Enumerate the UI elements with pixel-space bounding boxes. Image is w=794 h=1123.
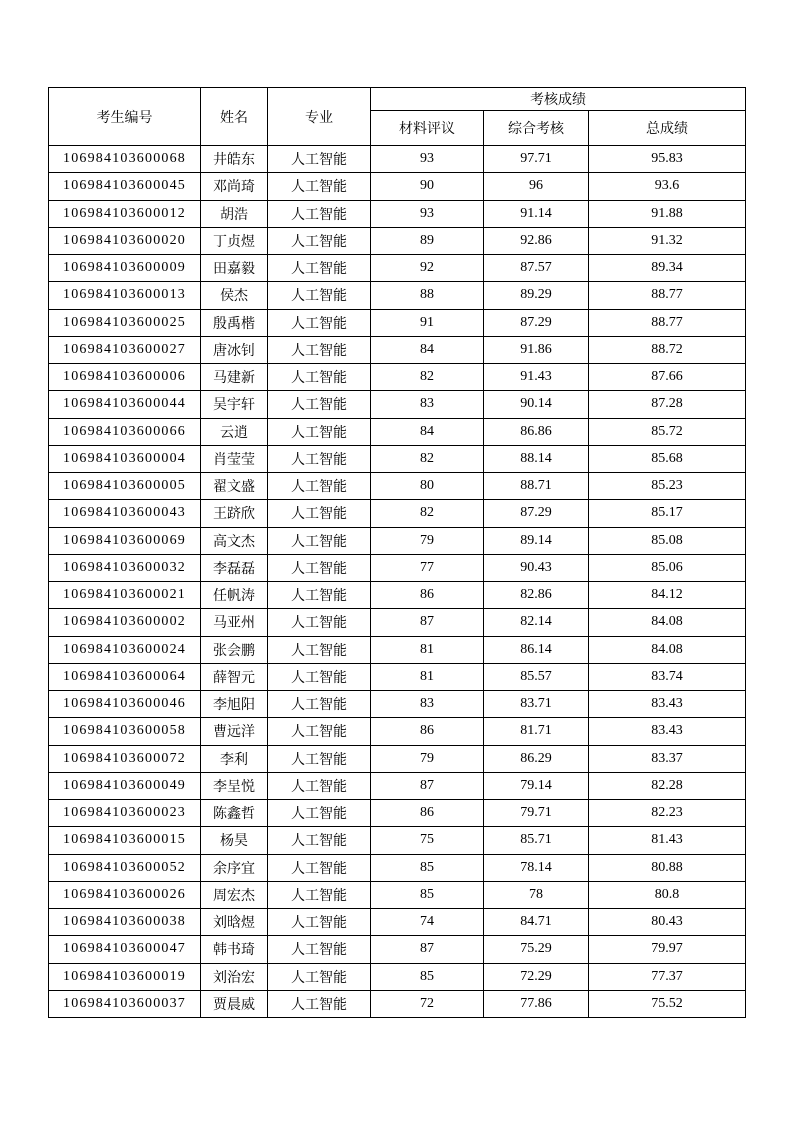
- cell-material-score: 93: [371, 146, 484, 173]
- cell-total-score: 82.23: [589, 800, 746, 827]
- header-major: 专业: [268, 88, 371, 146]
- cell-candidate-id: 106984103600023: [49, 800, 201, 827]
- cell-major: 人工智能: [268, 772, 371, 799]
- cell-material-score: 82: [371, 500, 484, 527]
- table-row: [49, 445, 746, 472]
- cell-material-score: 83: [371, 391, 484, 418]
- cell-total-score: 91.88: [589, 200, 746, 227]
- table-row: [49, 691, 746, 718]
- cell-name: 殷禹楷: [201, 309, 268, 336]
- cell-total-score: 87.28: [589, 391, 746, 418]
- cell-total-score: 88.77: [589, 282, 746, 309]
- cell-candidate-id: 106984103600012: [49, 200, 201, 227]
- cell-comprehensive-score: 89.29: [484, 282, 589, 309]
- cell-candidate-id: 106984103600068: [49, 146, 201, 173]
- table-row: [49, 881, 746, 908]
- cell-name: 贾晨威: [201, 990, 268, 1017]
- cell-name: 唐冰钊: [201, 336, 268, 363]
- cell-total-score: 75.52: [589, 990, 746, 1017]
- cell-total-score: 85.06: [589, 554, 746, 581]
- cell-major: 人工智能: [268, 336, 371, 363]
- table-row: [49, 909, 746, 936]
- cell-total-score: 83.37: [589, 745, 746, 772]
- cell-material-score: 80: [371, 473, 484, 500]
- cell-material-score: 74: [371, 909, 484, 936]
- cell-comprehensive-score: 91.43: [484, 364, 589, 391]
- cell-comprehensive-score: 89.14: [484, 527, 589, 554]
- cell-material-score: 88: [371, 282, 484, 309]
- cell-major: 人工智能: [268, 582, 371, 609]
- cell-name: 肖莹莹: [201, 445, 268, 472]
- cell-major: 人工智能: [268, 909, 371, 936]
- cell-name: 胡浩: [201, 200, 268, 227]
- cell-major: 人工智能: [268, 255, 371, 282]
- cell-comprehensive-score: 86.86: [484, 418, 589, 445]
- cell-comprehensive-score: 91.14: [484, 200, 589, 227]
- cell-comprehensive-score: 86.14: [484, 636, 589, 663]
- cell-material-score: 85: [371, 881, 484, 908]
- cell-material-score: 90: [371, 173, 484, 200]
- table-row: [49, 527, 746, 554]
- cell-comprehensive-score: 75.29: [484, 936, 589, 963]
- table-row: [49, 473, 746, 500]
- cell-total-score: 84.12: [589, 582, 746, 609]
- cell-material-score: 75: [371, 827, 484, 854]
- cell-name: 刘治宏: [201, 963, 268, 990]
- cell-candidate-id: 106984103600026: [49, 881, 201, 908]
- cell-material-score: 85: [371, 854, 484, 881]
- cell-material-score: 77: [371, 554, 484, 581]
- score-table: [48, 87, 746, 1018]
- cell-name: 马亚州: [201, 609, 268, 636]
- cell-candidate-id: 106984103600049: [49, 772, 201, 799]
- cell-name: 王跻欣: [201, 500, 268, 527]
- table-row: [49, 990, 746, 1017]
- header-comprehensive-assessment: 综合考核: [484, 111, 589, 146]
- cell-major: 人工智能: [268, 636, 371, 663]
- cell-material-score: 86: [371, 800, 484, 827]
- cell-major: 人工智能: [268, 663, 371, 690]
- cell-comprehensive-score: 84.71: [484, 909, 589, 936]
- cell-comprehensive-score: 78: [484, 881, 589, 908]
- cell-candidate-id: 106984103600006: [49, 364, 201, 391]
- table-row: [49, 936, 746, 963]
- cell-candidate-id: 106984103600046: [49, 691, 201, 718]
- cell-total-score: 84.08: [589, 636, 746, 663]
- cell-total-score: 85.08: [589, 527, 746, 554]
- cell-material-score: 86: [371, 582, 484, 609]
- table-row: [49, 636, 746, 663]
- cell-comprehensive-score: 92.86: [484, 227, 589, 254]
- header-total-score: 总成绩: [589, 111, 746, 146]
- header-group-row: [49, 88, 746, 111]
- cell-comprehensive-score: 90.43: [484, 554, 589, 581]
- table-row: [49, 146, 746, 173]
- table-row: [49, 309, 746, 336]
- cell-material-score: 87: [371, 936, 484, 963]
- cell-major: 人工智能: [268, 282, 371, 309]
- header-name: 姓名: [201, 88, 268, 146]
- cell-total-score: 93.6: [589, 173, 746, 200]
- table-row: [49, 282, 746, 309]
- cell-name: 吴宇轩: [201, 391, 268, 418]
- cell-candidate-id: 106984103600037: [49, 990, 201, 1017]
- cell-comprehensive-score: 72.29: [484, 963, 589, 990]
- header-material-review: 材料评议: [371, 111, 484, 146]
- cell-major: 人工智能: [268, 173, 371, 200]
- cell-comprehensive-score: 78.14: [484, 854, 589, 881]
- table-row: [49, 255, 746, 282]
- cell-major: 人工智能: [268, 963, 371, 990]
- cell-name: 薛智元: [201, 663, 268, 690]
- cell-name: 李利: [201, 745, 268, 772]
- cell-name: 翟文盛: [201, 473, 268, 500]
- table-row: [49, 800, 746, 827]
- cell-comprehensive-score: 96: [484, 173, 589, 200]
- cell-major: 人工智能: [268, 990, 371, 1017]
- cell-candidate-id: 106984103600027: [49, 336, 201, 363]
- cell-material-score: 84: [371, 418, 484, 445]
- cell-major: 人工智能: [268, 554, 371, 581]
- cell-candidate-id: 106984103600024: [49, 636, 201, 663]
- cell-major: 人工智能: [268, 364, 371, 391]
- cell-name: 丁贞煜: [201, 227, 268, 254]
- cell-comprehensive-score: 90.14: [484, 391, 589, 418]
- cell-name: 张会鹏: [201, 636, 268, 663]
- header-assessment-group: 考核成绩: [371, 88, 746, 111]
- cell-comprehensive-score: 77.86: [484, 990, 589, 1017]
- table-row: [49, 745, 746, 772]
- cell-total-score: 88.77: [589, 309, 746, 336]
- cell-total-score: 85.72: [589, 418, 746, 445]
- cell-major: 人工智能: [268, 800, 371, 827]
- table-row: [49, 418, 746, 445]
- table-row: [49, 173, 746, 200]
- cell-name: 韩书琦: [201, 936, 268, 963]
- cell-total-score: 79.97: [589, 936, 746, 963]
- cell-material-score: 89: [371, 227, 484, 254]
- cell-total-score: 91.32: [589, 227, 746, 254]
- cell-candidate-id: 106984103600044: [49, 391, 201, 418]
- cell-candidate-id: 106984103600032: [49, 554, 201, 581]
- cell-candidate-id: 106984103600043: [49, 500, 201, 527]
- cell-material-score: 81: [371, 636, 484, 663]
- cell-comprehensive-score: 81.71: [484, 718, 589, 745]
- cell-material-score: 87: [371, 772, 484, 799]
- cell-candidate-id: 106984103600015: [49, 827, 201, 854]
- table-row: [49, 200, 746, 227]
- cell-candidate-id: 106984103600058: [49, 718, 201, 745]
- cell-total-score: 85.17: [589, 500, 746, 527]
- cell-material-score: 86: [371, 718, 484, 745]
- cell-total-score: 80.88: [589, 854, 746, 881]
- cell-major: 人工智能: [268, 936, 371, 963]
- table-row: [49, 554, 746, 581]
- table-row: [49, 609, 746, 636]
- cell-comprehensive-score: 82.14: [484, 609, 589, 636]
- table-row: [49, 854, 746, 881]
- cell-material-score: 87: [371, 609, 484, 636]
- cell-major: 人工智能: [268, 691, 371, 718]
- cell-material-score: 93: [371, 200, 484, 227]
- header-candidate-id: 考生编号: [49, 88, 201, 146]
- cell-major: 人工智能: [268, 391, 371, 418]
- cell-material-score: 92: [371, 255, 484, 282]
- cell-candidate-id: 106984103600002: [49, 609, 201, 636]
- cell-name: 云逍: [201, 418, 268, 445]
- cell-comprehensive-score: 91.86: [484, 336, 589, 363]
- cell-comprehensive-score: 82.86: [484, 582, 589, 609]
- cell-material-score: 91: [371, 309, 484, 336]
- table-row: [49, 227, 746, 254]
- cell-major: 人工智能: [268, 745, 371, 772]
- table-row: [49, 772, 746, 799]
- table-row: [49, 718, 746, 745]
- cell-total-score: 83.43: [589, 718, 746, 745]
- cell-candidate-id: 106984103600005: [49, 473, 201, 500]
- cell-total-score: 95.83: [589, 146, 746, 173]
- cell-candidate-id: 106984103600019: [49, 963, 201, 990]
- cell-name: 刘晗煜: [201, 909, 268, 936]
- cell-name: 邓尚琦: [201, 173, 268, 200]
- cell-comprehensive-score: 87.29: [484, 500, 589, 527]
- cell-name: 陈鑫哲: [201, 800, 268, 827]
- cell-major: 人工智能: [268, 445, 371, 472]
- cell-total-score: 77.37: [589, 963, 746, 990]
- cell-material-score: 81: [371, 663, 484, 690]
- cell-material-score: 72: [371, 990, 484, 1017]
- cell-name: 周宏杰: [201, 881, 268, 908]
- cell-candidate-id: 106984103600072: [49, 745, 201, 772]
- cell-name: 余序宜: [201, 854, 268, 881]
- cell-material-score: 82: [371, 445, 484, 472]
- table-row: [49, 500, 746, 527]
- cell-candidate-id: 106984103600013: [49, 282, 201, 309]
- cell-major: 人工智能: [268, 146, 371, 173]
- cell-comprehensive-score: 79.71: [484, 800, 589, 827]
- cell-major: 人工智能: [268, 418, 371, 445]
- cell-comprehensive-score: 87.57: [484, 255, 589, 282]
- cell-candidate-id: 106984103600025: [49, 309, 201, 336]
- cell-candidate-id: 106984103600069: [49, 527, 201, 554]
- cell-material-score: 79: [371, 745, 484, 772]
- cell-name: 李旭阳: [201, 691, 268, 718]
- cell-candidate-id: 106984103600021: [49, 582, 201, 609]
- cell-major: 人工智能: [268, 854, 371, 881]
- cell-name: 马建新: [201, 364, 268, 391]
- cell-total-score: 89.34: [589, 255, 746, 282]
- cell-total-score: 80.43: [589, 909, 746, 936]
- cell-major: 人工智能: [268, 527, 371, 554]
- cell-total-score: 80.8: [589, 881, 746, 908]
- cell-material-score: 84: [371, 336, 484, 363]
- table-row: [49, 364, 746, 391]
- cell-major: 人工智能: [268, 881, 371, 908]
- cell-comprehensive-score: 85.71: [484, 827, 589, 854]
- cell-comprehensive-score: 79.14: [484, 772, 589, 799]
- cell-candidate-id: 106984103600020: [49, 227, 201, 254]
- cell-comprehensive-score: 97.71: [484, 146, 589, 173]
- cell-comprehensive-score: 88.14: [484, 445, 589, 472]
- cell-comprehensive-score: 88.71: [484, 473, 589, 500]
- cell-name: 井皓东: [201, 146, 268, 173]
- table-row: [49, 663, 746, 690]
- table-row: [49, 827, 746, 854]
- cell-comprehensive-score: 87.29: [484, 309, 589, 336]
- cell-candidate-id: 106984103600064: [49, 663, 201, 690]
- cell-material-score: 82: [371, 364, 484, 391]
- cell-total-score: 81.43: [589, 827, 746, 854]
- cell-comprehensive-score: 83.71: [484, 691, 589, 718]
- cell-major: 人工智能: [268, 718, 371, 745]
- cell-comprehensive-score: 85.57: [484, 663, 589, 690]
- cell-major: 人工智能: [268, 200, 371, 227]
- table-header: [49, 88, 746, 146]
- cell-name: 侯杰: [201, 282, 268, 309]
- cell-total-score: 87.66: [589, 364, 746, 391]
- cell-material-score: 83: [371, 691, 484, 718]
- cell-name: 高文杰: [201, 527, 268, 554]
- cell-total-score: 83.43: [589, 691, 746, 718]
- cell-name: 李呈悦: [201, 772, 268, 799]
- cell-material-score: 79: [371, 527, 484, 554]
- cell-name: 曹远洋: [201, 718, 268, 745]
- table-row: [49, 336, 746, 363]
- cell-total-score: 85.23: [589, 473, 746, 500]
- cell-major: 人工智能: [268, 827, 371, 854]
- cell-comprehensive-score: 86.29: [484, 745, 589, 772]
- cell-major: 人工智能: [268, 473, 371, 500]
- table-row: [49, 963, 746, 990]
- table-row: [49, 582, 746, 609]
- table-body: [49, 146, 746, 1018]
- cell-candidate-id: 106984103600004: [49, 445, 201, 472]
- cell-major: 人工智能: [268, 500, 371, 527]
- cell-major: 人工智能: [268, 609, 371, 636]
- cell-total-score: 84.08: [589, 609, 746, 636]
- cell-total-score: 83.74: [589, 663, 746, 690]
- cell-candidate-id: 106984103600045: [49, 173, 201, 200]
- cell-total-score: 88.72: [589, 336, 746, 363]
- cell-material-score: 85: [371, 963, 484, 990]
- cell-candidate-id: 106984103600047: [49, 936, 201, 963]
- cell-candidate-id: 106984103600009: [49, 255, 201, 282]
- cell-name: 任帆涛: [201, 582, 268, 609]
- cell-name: 田嘉毅: [201, 255, 268, 282]
- cell-name: 杨昊: [201, 827, 268, 854]
- cell-name: 李磊磊: [201, 554, 268, 581]
- cell-total-score: 82.28: [589, 772, 746, 799]
- table-row: [49, 391, 746, 418]
- cell-total-score: 85.68: [589, 445, 746, 472]
- cell-major: 人工智能: [268, 309, 371, 336]
- cell-candidate-id: 106984103600052: [49, 854, 201, 881]
- cell-candidate-id: 106984103600066: [49, 418, 201, 445]
- cell-major: 人工智能: [268, 227, 371, 254]
- cell-candidate-id: 106984103600038: [49, 909, 201, 936]
